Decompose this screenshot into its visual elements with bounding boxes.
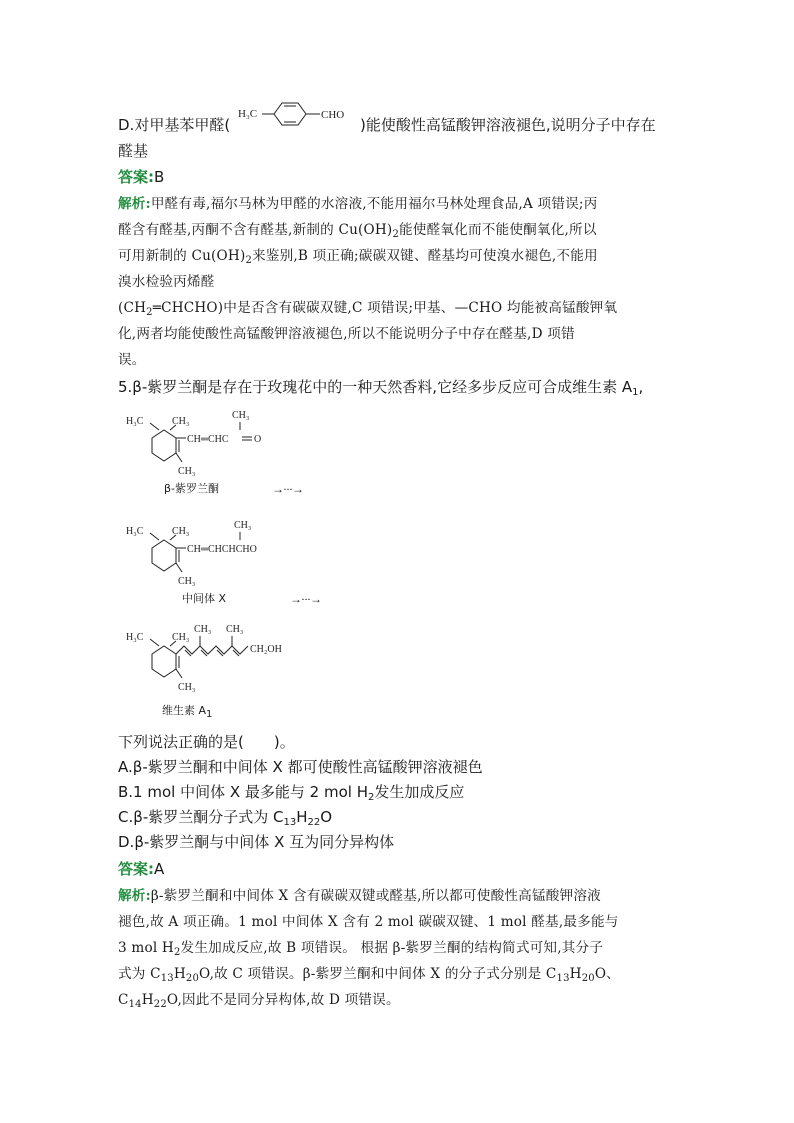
- q4-option-d-suffix: )能使酸性高锰酸钾溶液褪色,说明分子中存在: [360, 116, 656, 134]
- svg-text:CH₃: CH₃: [234, 520, 252, 531]
- reaction-arrow-2: →···→: [290, 592, 321, 606]
- svg-text:H₃C: H₃C: [126, 416, 144, 427]
- analysis-5-line2: 褪色,故 A 项正确。1 mol 中间体 X 含有 2 mol 碳碳双键、1 mol 醛基,最多能与: [118, 914, 619, 930]
- q4-option-d-line2: 醛基: [118, 142, 149, 160]
- svg-text:CH₃: CH₃: [232, 410, 250, 421]
- beta-ionone-structure: [126, 408, 336, 500]
- answer-value: A: [154, 860, 165, 878]
- q5-option-d: D.β-紫罗兰酮与中间体 X 互为同分异构体: [118, 833, 395, 851]
- svg-text:CH₃: CH₃: [172, 416, 190, 427]
- analysis-4-line5: $(CH_2═CHCHO)$中是否含有碳碳双键,C 项错误;甲基、—CHO 均能被高锰酸钾氧: [118, 300, 618, 318]
- answer-value: B: [154, 168, 165, 186]
- svg-text:H₃C: H₃C: [126, 526, 144, 537]
- svg-text:O: O: [254, 434, 262, 445]
- reaction-arrow-1: →···→: [272, 482, 303, 496]
- q5-stem: 5.β-紫罗兰酮是存在于玫瑰花中的一种天然香料,它经多步反应可合成维生素 $A_1$,: [118, 378, 644, 398]
- analysis-label: 解析: [118, 196, 146, 212]
- analysis-4-line6: 化,两者均能使酸性高锰酸钾溶液褪色,所以不能说明分子中存在醛基,D 项错: [118, 326, 575, 342]
- svg-text:CH₃: CH₃: [194, 624, 212, 635]
- p-methylbenzaldehyde-structure: [236, 100, 360, 132]
- analysis-5-line3: 3 mol $H_2$发生加成反应,故 B 项错误。 根据 β-紫罗兰酮的结构简式可知,其分子: [118, 940, 604, 958]
- analysis-4-line2: 醛含有醛基,丙酮不含有醛基,新制的 $Cu(OH)_2$能使醛氧化而不能使酮氧化,所以: [118, 222, 597, 240]
- mol1-caption: β-紫罗兰酮: [164, 482, 219, 495]
- svg-text:CH₂OH: CH₂OH: [250, 644, 282, 655]
- analysis-4-line1: 解析:甲醛有毒,福尔马林为甲醛的水溶液,不能用福尔马林处理食品,A 项错误;丙: [118, 196, 598, 212]
- mol3-caption: 维生素 $A_1$: [162, 704, 213, 720]
- q4-option-d: D.对甲基苯甲醛(: [118, 116, 231, 134]
- answer-label: 答案: [118, 860, 149, 878]
- q5-question: 下列说法正确的是( )。: [118, 733, 295, 751]
- vitamin-a1-structure: [126, 624, 346, 714]
- svg-text:CH═CHCHCHO: CH═CHCHCHO: [187, 544, 257, 555]
- analysis-5-line5: $C_{14}H_{22}O$,因此不是同分异构体,故 D 项错误。: [118, 992, 400, 1010]
- answer-label: 答案: [118, 168, 149, 186]
- svg-text:CH₃: CH₃: [178, 682, 196, 693]
- q5-option-c: C.β-紫罗兰酮分子式为 $C_{13}H_{22}O$: [118, 808, 333, 828]
- q5-option-a: A.β-紫罗兰酮和中间体 X 都可使酸性高锰酸钾溶液褪色: [118, 758, 483, 776]
- analysis-4-line7: 误。: [118, 352, 146, 368]
- answer-4: 答案:B: [118, 168, 165, 186]
- mol-ch3-label: H₃C: [238, 108, 258, 120]
- svg-text:CH═CHC: CH═CHC: [187, 434, 229, 445]
- svg-text:CH₃: CH₃: [178, 466, 196, 477]
- analysis-label: 解析: [118, 888, 146, 904]
- analysis-5-line1: 解析:β-紫罗兰酮和中间体 X 含有碳碳双键或醛基,所以都可使酸性高锰酸钾溶液: [118, 888, 601, 904]
- svg-text:CH₃: CH₃: [178, 576, 196, 587]
- mol-cho-label: CHO: [321, 109, 345, 121]
- mol2-caption: 中间体 X: [182, 592, 227, 605]
- answer-5: 答案:A: [118, 860, 165, 878]
- svg-text:CH₃: CH₃: [172, 632, 190, 643]
- analysis-4-line4: 溴水检验丙烯醛: [118, 274, 215, 290]
- q5-option-b: B.1 mol 中间体 X 最多能与 2 mol $H_2$发生加成反应: [118, 783, 465, 803]
- analysis-5-line4: 式为 $C_{13}H_{20}O$,故 C 项错误。β-紫罗兰酮和中间体 X 的分子式分别是 $C_{13}H_{20}O$、: [118, 966, 620, 984]
- svg-text:H₃C: H₃C: [126, 632, 144, 643]
- svg-text:CH₃: CH₃: [172, 526, 190, 537]
- analysis-4-line3: 可用新制的 $Cu(OH)_2$来鉴别,B 项正确;碳碳双键、醛基均可使溴水褪色,不能用: [118, 248, 598, 266]
- svg-text:CH₃: CH₃: [226, 624, 244, 635]
